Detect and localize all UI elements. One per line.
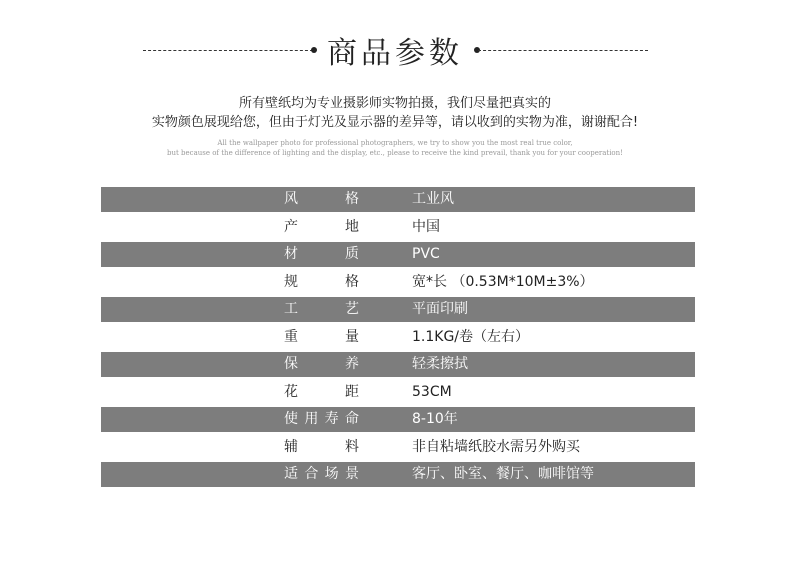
param-label-char: 花 <box>284 383 298 400</box>
param-row <box>101 462 695 487</box>
param-label-char: 材 <box>284 246 298 262</box>
param-label-char: 量 <box>345 328 359 345</box>
param-row <box>101 325 695 350</box>
param-label-char: 用 <box>304 411 319 427</box>
param-label-char: 养 <box>345 356 359 372</box>
param-label-char: 景 <box>344 466 359 482</box>
param-label <box>284 215 359 240</box>
intro-text-cn <box>0 94 790 132</box>
intro-line: 所有壁纸均为专业摄影师实物拍摄，我们尽量把真实的 <box>238 96 551 111</box>
param-row <box>101 352 695 377</box>
intro-en-line: but because of the difference of lighting and the display, etc., please to receive the kind prevail, thank you for your cooperation! <box>167 149 623 157</box>
param-label-char: 艺 <box>345 301 359 317</box>
param-label <box>284 352 359 377</box>
param-label-char: 格 <box>345 191 359 207</box>
param-row <box>101 242 695 267</box>
param-label-char: 地 <box>345 218 359 235</box>
param-label <box>284 297 359 322</box>
header-divider-right <box>478 50 648 51</box>
param-row <box>101 215 695 240</box>
param-value: 工业风 <box>412 191 454 207</box>
param-label-char: 保 <box>284 356 298 372</box>
param-label <box>284 325 359 350</box>
param-row <box>101 270 695 295</box>
param-label-char: 使 <box>284 411 298 427</box>
param-label-char: 规 <box>284 273 298 290</box>
param-label <box>284 270 359 295</box>
param-value: 非自粘墙纸胶水需另外购买 <box>412 438 580 455</box>
param-label <box>284 380 359 405</box>
param-row <box>101 187 695 212</box>
intro-line: 实物颜色展现给您，但由于灯光及显示器的差异等，请以收到的实物为准，谢谢配合! <box>151 115 639 130</box>
param-value: 客厅、卧室、餐厅、咖啡馆等 <box>412 466 594 482</box>
param-label-char: 质 <box>345 246 359 262</box>
params-table <box>101 187 695 490</box>
param-label-char: 料 <box>345 438 359 455</box>
param-row <box>101 407 695 432</box>
intro-text-en <box>0 138 790 158</box>
param-label-char: 寿 <box>324 411 339 427</box>
header-divider-left <box>143 50 313 51</box>
param-label <box>284 462 359 487</box>
param-label <box>284 435 359 460</box>
param-value: 8-10年 <box>412 411 458 427</box>
param-label-char: 风 <box>284 191 298 207</box>
header-dot-left <box>311 47 317 53</box>
section-header <box>0 28 790 72</box>
param-label-char: 合 <box>304 466 319 482</box>
section-title: 商品参数 <box>327 36 463 71</box>
param-label-char: 重 <box>284 328 298 345</box>
param-label-char: 产 <box>284 218 298 235</box>
param-label-char: 格 <box>345 273 359 290</box>
param-value: 宽*长 （0.53M*10M±3%） <box>412 273 594 290</box>
param-row <box>101 435 695 460</box>
param-value: 53CM <box>412 383 452 400</box>
param-label-char: 工 <box>284 301 298 317</box>
param-value: 轻柔擦拭 <box>412 356 468 372</box>
param-label-char: 适 <box>284 466 298 482</box>
param-label-char: 辅 <box>284 438 298 455</box>
param-value: PVC <box>412 246 440 262</box>
intro-en-line: All the wallpaper photo for professional photographers, we try to show you the most real true color, <box>217 139 573 147</box>
param-value: 平面印刷 <box>412 301 468 317</box>
param-row <box>101 380 695 405</box>
param-row <box>101 297 695 322</box>
param-label <box>284 407 359 432</box>
param-value: 1.1KG/卷（左右） <box>412 328 530 345</box>
param-label-char: 场 <box>324 466 339 482</box>
param-label <box>284 187 359 212</box>
param-label <box>284 242 359 267</box>
param-value: 中国 <box>412 218 440 235</box>
param-label-char: 距 <box>345 383 359 400</box>
param-label-char: 命 <box>344 411 359 427</box>
